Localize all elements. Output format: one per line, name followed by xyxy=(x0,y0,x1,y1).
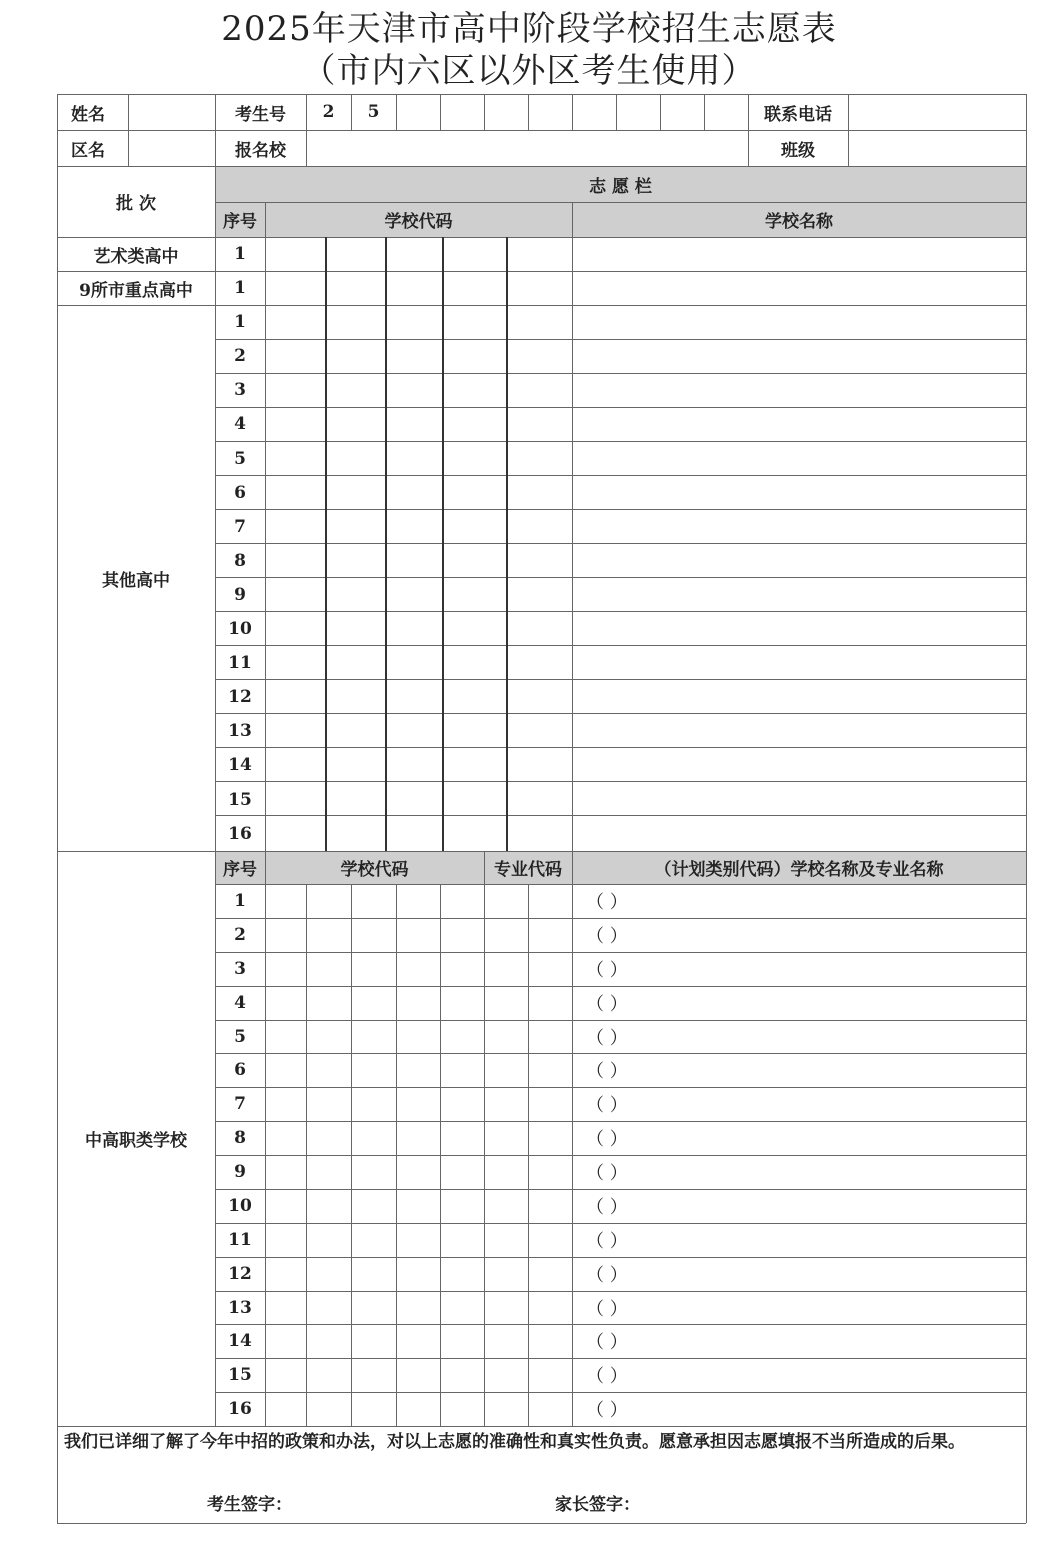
other-seq: 16 xyxy=(228,824,252,844)
voc-seq: 16 xyxy=(228,1399,252,1419)
voc-seq: 3 xyxy=(234,959,246,979)
voc-seq: 8 xyxy=(234,1128,246,1148)
grid-line-v xyxy=(704,94,705,130)
voc-seq: 13 xyxy=(228,1297,252,1318)
art-school-name-field[interactable] xyxy=(572,237,1026,271)
voc-major-code-field[interactable] xyxy=(484,952,572,986)
voc-seq: 5 xyxy=(234,1026,246,1047)
voc-major-code-field[interactable] xyxy=(484,918,572,952)
seq-header: 序号 xyxy=(223,212,257,232)
grid-line-h xyxy=(57,1523,1026,1524)
exam-number-label: 考生号 xyxy=(235,104,286,125)
grid-line-v xyxy=(396,94,397,130)
art-school-code-field[interactable] xyxy=(265,237,572,271)
grid-line-v xyxy=(616,94,617,130)
other-school-code-field[interactable] xyxy=(265,544,572,578)
other-school-name-field[interactable] xyxy=(572,373,1026,407)
grid-line-v xyxy=(572,94,573,130)
category-key9: 9所市重点高中 xyxy=(79,280,193,301)
other-seq: 8 xyxy=(234,551,246,571)
voc-school-code-field[interactable] xyxy=(265,1392,484,1426)
category-other: 其他高中 xyxy=(102,570,170,591)
voc-school-code-field[interactable] xyxy=(265,986,484,1020)
voc-plan-code-paren[interactable]: （ ） xyxy=(586,960,628,981)
other-school-code-field[interactable] xyxy=(265,817,572,851)
other-school-name-field[interactable] xyxy=(572,407,1026,441)
other-school-code-field[interactable] xyxy=(265,748,572,782)
voc-major-code-field[interactable] xyxy=(484,1358,572,1392)
category-vocational: 中高职类学校 xyxy=(85,1131,187,1151)
voc-seq: 14 xyxy=(228,1331,252,1351)
phone-label: 联系电话 xyxy=(764,104,832,125)
voc-plan-code-paren[interactable]: （ ） xyxy=(586,1095,628,1116)
voc-plan-code-paren[interactable]: （ ） xyxy=(586,1027,628,1049)
voc-major-code-field[interactable] xyxy=(484,1392,572,1426)
voc-plan-code-paren[interactable]: （ ） xyxy=(586,926,628,947)
voc-major-code-field[interactable] xyxy=(484,1121,572,1155)
other-school-code-field[interactable] xyxy=(265,714,572,748)
voc-seq: 7 xyxy=(234,1094,246,1114)
voc-plan-code-paren[interactable]: （ ） xyxy=(586,1231,628,1252)
other-school-name-field[interactable] xyxy=(572,782,1026,817)
voc-plan-code-paren[interactable]: （ ） xyxy=(586,994,628,1015)
district-label: 区名 xyxy=(71,140,105,161)
parent-signature-label: 家长签字： xyxy=(555,1495,640,1515)
voc-seq: 12 xyxy=(228,1264,252,1284)
name-label: 姓名 xyxy=(71,104,105,125)
batch-label: 批 次 xyxy=(116,194,156,214)
voc-seq: 9 xyxy=(234,1162,246,1182)
voc-major-code-field[interactable] xyxy=(484,986,572,1020)
voc-seq: 11 xyxy=(228,1230,252,1250)
other-seq: 13 xyxy=(228,721,252,741)
other-school-code-field[interactable] xyxy=(265,407,572,441)
key9-seq: 1 xyxy=(234,278,246,298)
other-seq: 3 xyxy=(234,380,246,400)
other-seq: 10 xyxy=(228,619,252,639)
other-seq: 9 xyxy=(234,585,246,605)
other-seq: 12 xyxy=(228,687,252,707)
form-subtitle: （市内六区以外区考生使用） xyxy=(301,51,757,91)
voc-plan-code-paren[interactable]: （ ） xyxy=(586,1366,628,1387)
class-label: 班级 xyxy=(781,140,815,161)
other-school-name-field[interactable] xyxy=(572,544,1026,578)
voc-school-code-field[interactable] xyxy=(265,918,484,952)
voc-major-code-field[interactable] xyxy=(484,1053,572,1087)
exam-number-digit-1[interactable]: 2 xyxy=(322,102,335,122)
school-name-header: 学校名称 xyxy=(765,212,833,232)
other-school-code-field[interactable] xyxy=(265,476,572,510)
category-art: 艺术类高中 xyxy=(93,246,179,267)
voc-plan-code-paren[interactable]: （ ） xyxy=(586,892,628,913)
voc-school-code-field[interactable] xyxy=(265,1121,484,1155)
other-school-name-field[interactable] xyxy=(572,305,1026,339)
voc-school-code-field[interactable] xyxy=(265,1189,484,1223)
voc-plan-code-paren[interactable]: （ ） xyxy=(586,1332,628,1353)
voc-school-code-field[interactable] xyxy=(265,1291,484,1324)
other-seq: 1 xyxy=(234,312,246,332)
other-school-name-field[interactable] xyxy=(572,441,1026,476)
voc-major-code-field[interactable] xyxy=(484,1189,572,1223)
voc-major-code-field[interactable] xyxy=(484,1087,572,1121)
voc-seq: 4 xyxy=(234,993,246,1013)
voc-major-code-field[interactable] xyxy=(484,1020,572,1053)
voc-seq: 6 xyxy=(234,1060,246,1080)
voc-school-major-header: （计划类别代码）学校名称及专业名称 xyxy=(654,860,944,880)
voc-plan-code-paren[interactable]: （ ） xyxy=(586,1061,628,1082)
other-seq: 7 xyxy=(234,517,246,537)
grid-line-v xyxy=(660,94,661,130)
voc-school-code-field[interactable] xyxy=(265,1257,484,1291)
voc-major-code-field[interactable] xyxy=(484,1291,572,1324)
key9-school-code-field[interactable] xyxy=(265,271,572,305)
wish-column-label: 志 愿 栏 xyxy=(589,176,652,197)
other-seq: 6 xyxy=(234,483,246,503)
other-school-name-field[interactable] xyxy=(572,817,1026,851)
key9-school-name-field[interactable] xyxy=(572,271,1026,305)
grid-line-h xyxy=(57,1426,1026,1427)
exam-number-digit-2[interactable]: 5 xyxy=(367,102,380,122)
other-seq: 5 xyxy=(234,448,246,469)
declaration-text: 我们已详细了解了今年中招的政策和办法，对以上志愿的准确性和真实性负责。愿意承担因志愿填报不当所造成的后果。 xyxy=(64,1432,965,1452)
other-school-code-field[interactable] xyxy=(265,578,572,612)
voc-school-code-field[interactable] xyxy=(265,1324,484,1358)
grid-line-v xyxy=(440,94,441,130)
voc-major-code-field[interactable] xyxy=(484,1324,572,1358)
voc-major-code-field[interactable] xyxy=(484,884,572,918)
voc-seq: 15 xyxy=(228,1365,252,1385)
voc-school-code-field[interactable] xyxy=(265,1155,484,1189)
voc-seq: 10 xyxy=(228,1196,252,1216)
voc-school-code-field[interactable] xyxy=(265,1053,484,1087)
voc-major-code-field[interactable] xyxy=(484,1257,572,1291)
district-field[interactable] xyxy=(128,130,215,166)
form-title: 2025年天津市高中阶段学校招生志愿表 xyxy=(221,9,837,49)
voc-seq-header: 序号 xyxy=(223,860,257,880)
grid-line-v xyxy=(1026,94,1027,1523)
voc-major-code-field[interactable] xyxy=(484,1155,572,1189)
voc-seq: 1 xyxy=(234,891,246,911)
other-seq: 14 xyxy=(228,755,252,775)
school-code-header: 学校代码 xyxy=(384,212,453,232)
voc-school-code-field[interactable] xyxy=(265,884,484,918)
voc-plan-code-paren[interactable]: （ ） xyxy=(586,1265,628,1286)
class-field[interactable] xyxy=(848,130,1026,166)
other-school-code-field[interactable] xyxy=(265,305,572,339)
other-school-code-field[interactable] xyxy=(265,339,572,373)
voc-major-code-field[interactable] xyxy=(484,1223,572,1257)
voc-plan-code-paren[interactable]: （ ） xyxy=(586,1400,628,1421)
other-school-code-field[interactable] xyxy=(265,441,572,476)
other-school-name-field[interactable] xyxy=(572,510,1026,544)
art-seq: 1 xyxy=(234,244,246,264)
voc-plan-code-paren[interactable]: （ ） xyxy=(586,1163,628,1184)
voc-school-code-header: 学校代码 xyxy=(340,860,409,880)
student-signature-label: 考生签字： xyxy=(207,1495,292,1515)
voc-school-code-field[interactable] xyxy=(265,1358,484,1392)
enroll-school-field[interactable] xyxy=(306,130,748,166)
other-seq: 4 xyxy=(234,414,246,434)
voc-major-code-header: 专业代码 xyxy=(494,860,562,880)
other-school-name-field[interactable] xyxy=(572,612,1026,646)
other-school-code-field[interactable] xyxy=(265,646,572,680)
other-school-name-field[interactable] xyxy=(572,680,1026,714)
voc-plan-code-paren[interactable]: （ ） xyxy=(586,1197,628,1218)
name-field[interactable] xyxy=(128,94,215,130)
other-school-code-field[interactable] xyxy=(265,680,572,714)
voc-school-code-field[interactable] xyxy=(265,1020,484,1053)
other-school-name-field[interactable] xyxy=(572,578,1026,612)
other-school-name-field[interactable] xyxy=(572,714,1026,748)
grid-line-v xyxy=(484,94,485,130)
voc-school-code-field[interactable] xyxy=(265,1087,484,1121)
other-school-code-field[interactable] xyxy=(265,510,572,544)
other-school-name-field[interactable] xyxy=(572,339,1026,373)
grid-line-v xyxy=(528,94,529,130)
other-school-name-field[interactable] xyxy=(572,476,1026,510)
other-school-code-field[interactable] xyxy=(265,782,572,817)
voc-plan-code-paren[interactable]: （ ） xyxy=(586,1298,628,1320)
other-school-name-field[interactable] xyxy=(572,748,1026,782)
other-school-code-field[interactable] xyxy=(265,373,572,407)
other-school-name-field[interactable] xyxy=(572,646,1026,680)
enroll-school-label: 报名校 xyxy=(235,140,286,161)
voc-seq: 2 xyxy=(234,925,246,945)
other-seq: 11 xyxy=(228,653,252,673)
other-school-code-field[interactable] xyxy=(265,612,572,646)
voc-school-code-field[interactable] xyxy=(265,952,484,986)
other-seq: 2 xyxy=(234,346,246,366)
phone-field[interactable] xyxy=(848,94,1026,130)
voc-school-code-field[interactable] xyxy=(265,1223,484,1257)
other-seq: 15 xyxy=(228,789,252,810)
voc-plan-code-paren[interactable]: （ ） xyxy=(586,1129,628,1150)
